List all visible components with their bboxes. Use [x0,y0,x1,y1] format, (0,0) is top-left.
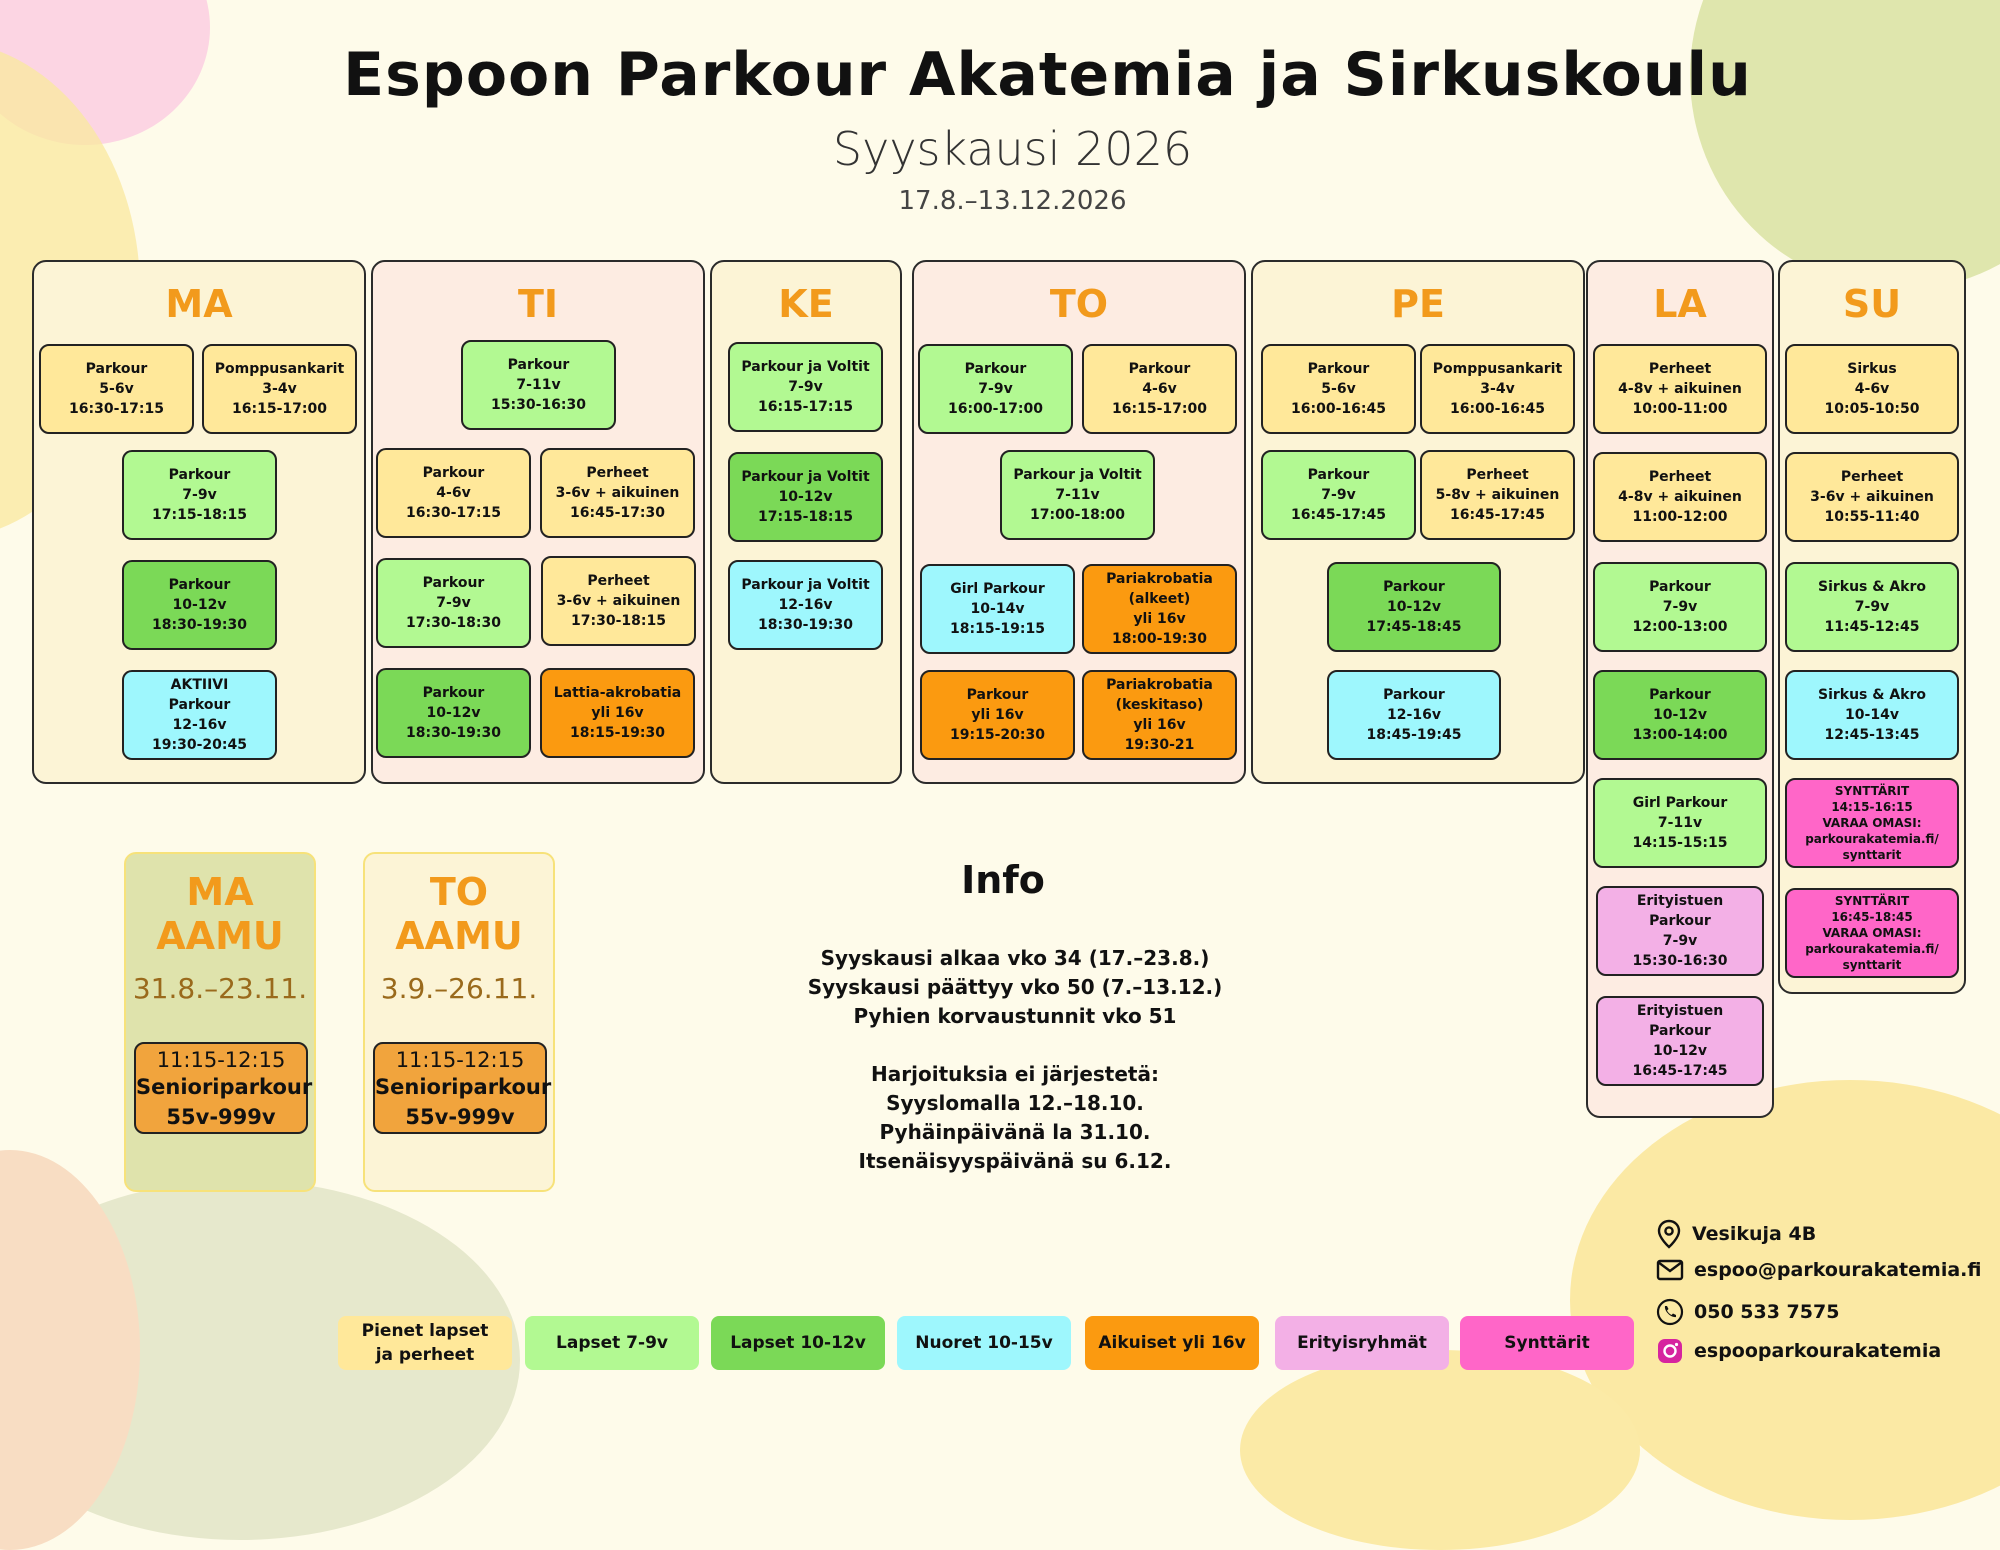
class-card: Perheet 3-6v + aikuinen 17:30-18:15 [541,556,696,646]
contact-address: Vesikuja 4B [1656,1219,1816,1249]
class-card: Perheet 5-8v + aikuinen 16:45-17:45 [1420,450,1575,540]
class-card: Pariakrobatia (alkeet) yli 16v 18:00-19:30 [1082,564,1237,654]
class-card: Parkour 5-6v 16:30-17:15 [39,344,194,434]
day-column-su [1778,260,1966,994]
class-card: Erityistuen Parkour 7-9v 15:30-16:30 [1596,886,1764,976]
contact-instagram[interactable]: espooparkourakatemia [1656,1337,1941,1365]
contact-email[interactable]: espoo@parkourakatemia.fi [1656,1259,1981,1281]
season-subtitle: Syyskausi 2026 [832,122,1193,176]
day-column-la [1586,260,1774,1118]
class-card: Parkour 7-9v 16:45-17:45 [1261,450,1416,540]
class-card: Parkour 7-9v 17:30-18:30 [376,558,531,648]
day-column-ke [710,260,902,784]
day-title-ma: MA [165,282,233,326]
class-card: Parkour 10-12v 18:30-19:30 [122,560,277,650]
day-column-ti [371,260,705,784]
info-title: Info [961,858,1045,902]
instagram-icon [1656,1337,1684,1365]
class-card: Perheet 3-6v + aikuinen 16:45-17:30 [540,448,695,538]
phone-icon [1656,1298,1684,1326]
info-line: Syyslomalla 12.–18.10. [886,1091,1144,1115]
class-card: Lattia-akrobatia yli 16v 18:15-19:30 [540,668,695,758]
legend-item-lapset-7-9: Lapset 7-9v [525,1316,699,1370]
info-line: Syyskausi päättyy vko 50 (7.–13.12.) [807,975,1223,999]
morning-dates: 31.8.–23.11. [132,972,308,1005]
morning-title: TO AAMU [395,870,523,958]
class-card: Parkour 7-9v 17:15-18:15 [122,450,277,540]
class-card: Pariakrobatia (keskitaso) yli 16v 19:30-21 [1082,670,1237,760]
class-card: Pomppusankarit 3-4v 16:00-16:45 [1420,344,1575,434]
day-title-ti: TI [517,282,559,326]
info-line: Itsenäisyyspäivänä su 6.12. [858,1149,1172,1173]
legend-item-nuoret: Nuoret 10-15v [897,1316,1071,1370]
senior-class-card: 11:15-12:15 Senioriparkour 55v-999v [134,1042,308,1134]
info-line: Pyhäinpäivänä la 31.10. [879,1120,1151,1144]
day-column-to [912,260,1246,784]
birthday-card[interactable]: SYNTTÄRIT 14:15-16:15 VARAA OMASI: parkourakatemia.fi/ synttarit [1785,778,1959,868]
class-card: Parkour ja Voltit 10-12v 17:15-18:15 [728,452,883,542]
day-title-pe: PE [1391,282,1445,326]
class-card: Parkour 7-11v 15:30-16:30 [461,340,616,430]
class-card: Parkour ja Voltit 7-11v 17:00-18:00 [1000,450,1155,540]
morning-dates: 3.9.–26.11. [380,972,538,1005]
info-line: Pyhien korvaustunnit vko 51 [853,1004,1177,1028]
class-card: Sirkus & Akro 7-9v 11:45-12:45 [1785,562,1959,652]
day-column-ma [32,260,366,784]
class-card: Girl Parkour 10-14v 18:15-19:15 [920,564,1075,654]
mail-icon [1656,1259,1684,1281]
class-card: Parkour 7-9v 12:00-13:00 [1593,562,1767,652]
legend-item-synttarit: Synttärit [1460,1316,1634,1370]
page-title: Espoon Parkour Akatemia ja Sirkuskoulu [343,40,1752,110]
class-card: Parkour 10-12v 13:00-14:00 [1593,670,1767,760]
class-card: Perheet 3-6v + aikuinen 10:55-11:40 [1785,452,1959,542]
class-card: Parkour 10-12v 18:30-19:30 [376,668,531,758]
location-pin-icon [1656,1219,1682,1249]
class-card: Parkour 10-12v 17:45-18:45 [1327,562,1501,652]
class-card: AKTIIVI Parkour 12-16v 19:30-20:45 [122,670,277,760]
class-card: Parkour 7-9v 16:00-17:00 [918,344,1073,434]
info-line: Harjoituksia ei järjestetä: [871,1062,1159,1086]
morning-box-to [363,852,555,1192]
day-title-ke: KE [778,282,834,326]
class-card: Sirkus & Akro 10-14v 12:45-13:45 [1785,670,1959,760]
class-card: Parkour 5-6v 16:00-16:45 [1261,344,1416,434]
class-card: Pomppusankarit 3-4v 16:15-17:00 [202,344,357,434]
class-card: Erityistuen Parkour 10-12v 16:45-17:45 [1596,996,1764,1086]
birthday-card[interactable]: SYNTTÄRIT 16:45-18:45 VARAA OMASI: parkourakatemia.fi/ synttarit [1785,888,1959,978]
class-card: Parkour yli 16v 19:15-20:30 [920,670,1075,760]
class-card: Parkour 4-6v 16:15-17:00 [1082,344,1237,434]
bg-blob-yellow-bottom-mid [1240,1350,1640,1550]
day-title-su: SU [1842,282,1902,326]
class-card: Sirkus 4-6v 10:05-10:50 [1785,344,1959,434]
class-card: Parkour 12-16v 18:45-19:45 [1327,670,1501,760]
legend-item-pienet: Pienet lapset ja perheet [338,1316,512,1370]
class-card: Perheet 4-8v + aikuinen 10:00-11:00 [1593,344,1767,434]
contact-phone[interactable]: 050 533 7575 [1656,1298,1839,1326]
legend-item-lapset-10-12: Lapset 10-12v [711,1316,885,1370]
legend-item-aikuiset: Aikuiset yli 16v [1085,1316,1259,1370]
day-title-la: LA [1653,282,1707,326]
class-card: Girl Parkour 7-11v 14:15-15:15 [1593,778,1767,868]
day-title-to: TO [1049,282,1109,326]
senior-class-card: 11:15-12:15 Senioriparkour 55v-999v [373,1042,547,1134]
season-dates: 17.8.–13.12.2026 [898,186,1127,216]
class-card: Parkour ja Voltit 7-9v 16:15-17:15 [728,342,883,432]
morning-title: MA AAMU [156,870,284,958]
info-line: Syyskausi alkaa vko 34 (17.–23.8.) [820,946,1210,970]
legend-item-erityis: Erityisryhmät [1275,1316,1449,1370]
class-card: Parkour 4-6v 16:30-17:15 [376,448,531,538]
class-card: Parkour ja Voltit 12-16v 18:30-19:30 [728,560,883,650]
class-card: Perheet 4-8v + aikuinen 11:00-12:00 [1593,452,1767,542]
day-column-pe [1251,260,1585,784]
morning-box-ma [124,852,316,1192]
